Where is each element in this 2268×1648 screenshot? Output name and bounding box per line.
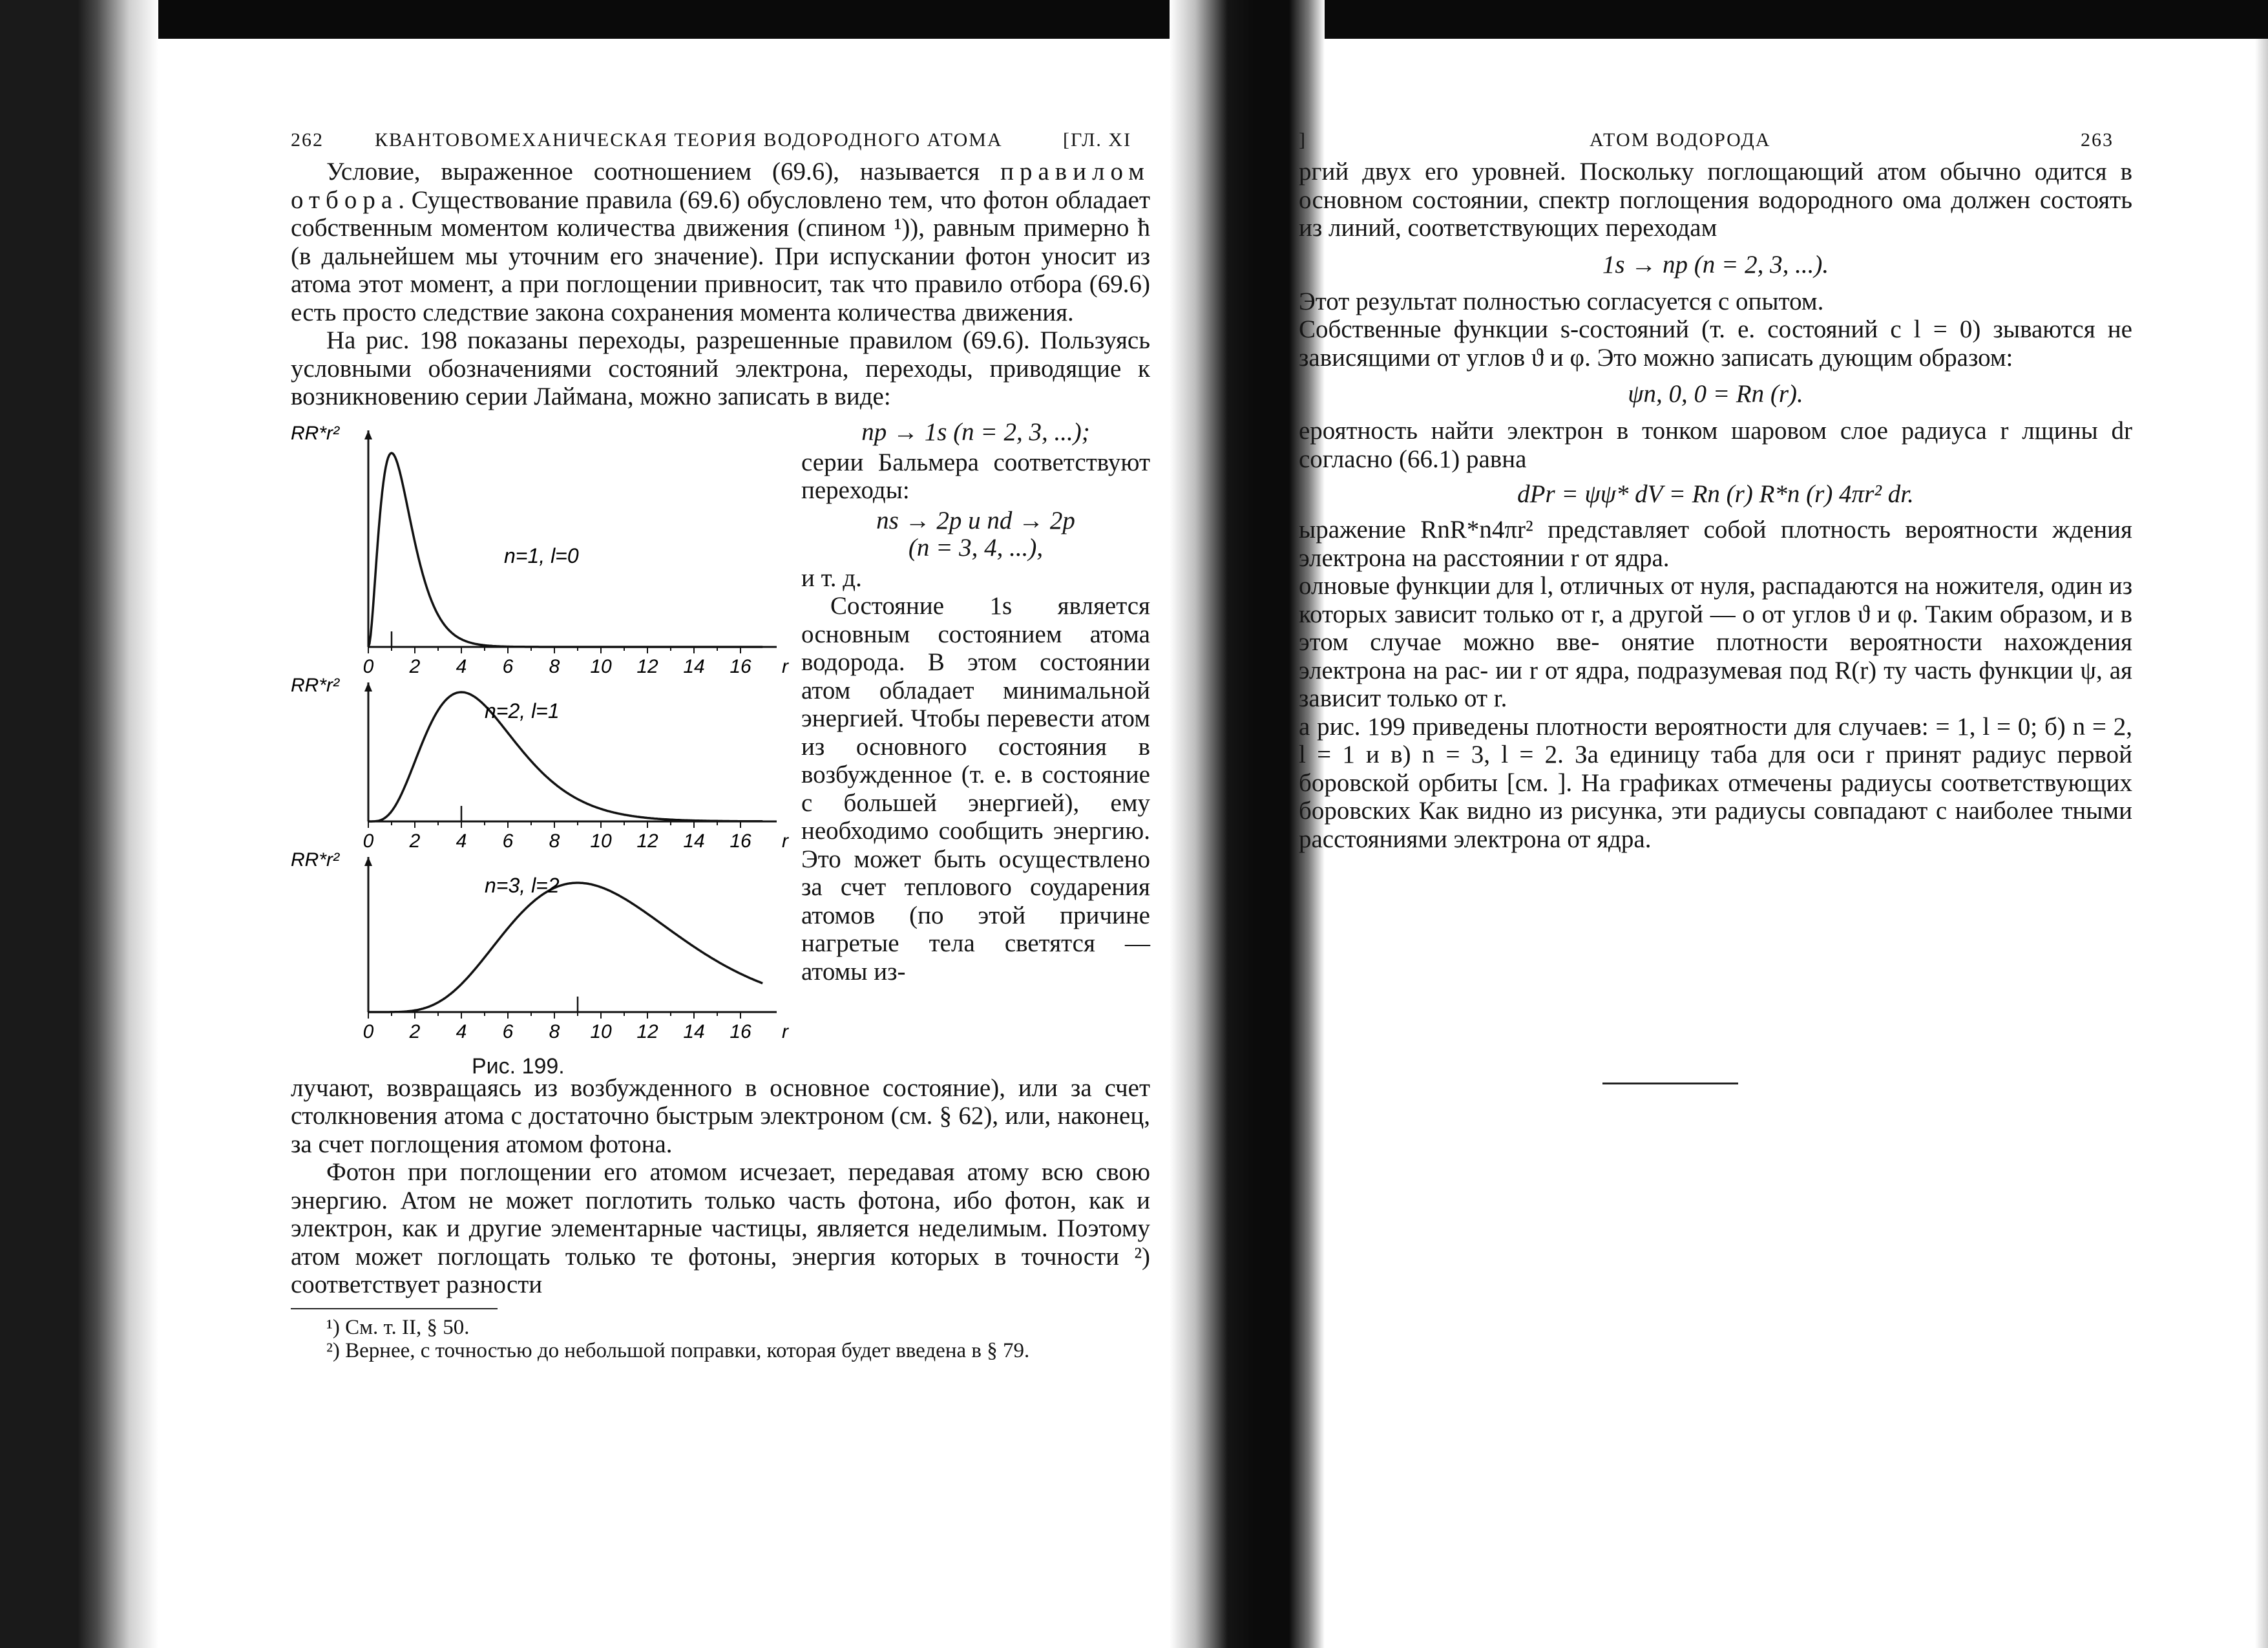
y-axis-label: RR*r² <box>291 849 339 871</box>
right-para-5: ыражение RnR*n4πr² представляет собой плотность вероятности ждения электрона на расстоянии r от ядра. <box>1299 516 2132 572</box>
x-tick-label: 8 <box>549 830 560 852</box>
psi-formula: ψn, 0, 0 = Rn (r). <box>1628 380 1803 408</box>
left-para-2: На рис. 198 показаны переходы, разрешенные правилом (69.6). Пользуясь условными обозначениями состояний электрона, переходы, приводящие к возникновению серии Лаймана, можно записать в виде: <box>291 326 1150 410</box>
x-tick-label: 12 <box>636 1020 658 1042</box>
book-left-edge <box>0 0 158 1648</box>
x-tick-label: 12 <box>636 830 658 852</box>
right-para-7: а рис. 199 приведены плотности вероятности для случаев: = 1, l = 0; б) n = 2, l = 1 и в) n = 3, l = 2. За единицу таба для оси r принят радиус первой боровской орбиты [см. ]. На графиках отмечены радиусы соответствующих боровских Как видно из рисунка, эти радиусы совпадают с наиболее тными расстояниями электрона от ядра. <box>1299 712 2132 853</box>
radial-density-figure <box>291 411 788 1070</box>
x-tick-label: 16 <box>730 655 751 677</box>
x-tick-label: 2 <box>409 1020 421 1042</box>
right-para-2: Этот результат полностью согласуется с опытом. <box>1299 287 1824 315</box>
density-curve <box>368 883 762 1012</box>
page-right-edge <box>2255 39 2268 1648</box>
y-axis-arrow <box>364 430 372 439</box>
probability-formula: dPr = ψψ* dV = Rn (r) R*n (r) 4πr² dr. <box>1517 480 1914 508</box>
x-tick-label: 6 <box>502 655 514 677</box>
footnote-rule <box>291 1308 498 1309</box>
x-tick-label: 10 <box>590 655 612 677</box>
right-page-number: 263 <box>2081 129 2114 151</box>
right-para-1: ргий двух его уровней. Поскольку поглощающий атом обычно одится в основном состоянии, спектр поглощения водородного ома должен состоять из линий, соответствующих переходам <box>1299 158 2132 242</box>
x-tick-label: 8 <box>549 1020 560 1042</box>
right-head-fragment: ] <box>1299 129 1307 151</box>
x-tick-label: 14 <box>683 830 705 852</box>
x-tick-label: 8 <box>549 655 560 677</box>
x-tick-label: 10 <box>590 830 612 852</box>
left-para-4: Фотон при поглощении его атомом исчезает, передавая атому всю свою энергию. Атом не может поглотить только часть фотона, ибо фотон, как и электрон, как и другие элементарные частицы, является неделимым. Поэтому атом может поглощать только те фотоны, энергия которых в точности ²) соответствует разности <box>291 1158 1150 1298</box>
balmer-formula-2: (n = 3, 4, ...), <box>908 533 1044 562</box>
x-tick-label: 16 <box>730 830 751 852</box>
x-tick-label: 2 <box>409 830 421 852</box>
balmer-text: серии Бальмера соответствуют переходы: <box>801 448 1150 504</box>
x-tick-label: 0 <box>362 1020 374 1042</box>
x-tick-label: 6 <box>502 830 514 852</box>
lyman-formula: np → 1s (n = 2, 3, ...); <box>861 417 1090 446</box>
right-para-3: Собственные функции s-состояний (т. е. состояний с l = 0) зываются не зависящими от углов ϑ и φ. Это можно записать дующим образом: <box>1299 315 2132 372</box>
x-tick-label: 16 <box>730 1020 751 1042</box>
y-axis-arrow <box>364 857 372 866</box>
y-axis-arrow <box>364 682 372 692</box>
etc-text: и т. д. <box>801 564 862 592</box>
x-tick-label: 4 <box>456 830 467 852</box>
density-curve <box>368 692 762 821</box>
x-tick-label: 10 <box>590 1020 612 1042</box>
x-tick-label: 4 <box>456 1020 467 1042</box>
x-tick-label: 14 <box>683 1020 705 1042</box>
x-tick-label: 0 <box>362 830 374 852</box>
y-axis-label: RR*r² <box>291 674 339 696</box>
x-tick-label: 4 <box>456 655 467 677</box>
x-tick-label: 12 <box>636 655 658 677</box>
right-page <box>1299 129 2132 853</box>
balmer-formula-1: ns → 2p и nd → 2p <box>876 506 1075 534</box>
selection-rule-term: правилом отбора <box>291 158 1150 214</box>
scan-top-shadow <box>0 0 2268 39</box>
right-para-6: олновые функции для l, отличных от нуля, распадаются на ножителя, один из которых зависит только от r, а другой — о от углов ϑ и φ. Таким образом, и в этом случае можно вве- онятие плотности вероятности нахождения электрона на рас- ии r от ядра, подразумевая под R(r) ту часть функции ψ, ая зависит только от r. <box>1299 572 2132 712</box>
end-rule <box>1602 1083 1738 1084</box>
absorption-formula: 1s → np (n = 2, 3, ...). <box>1602 250 1829 279</box>
x-axis-label: r <box>782 830 788 852</box>
left-page <box>291 129 1150 1362</box>
chapter-ref: [ГЛ. XI <box>1063 129 1132 151</box>
left-para-1 <box>291 158 1150 326</box>
ground-state-paragraph: Состояние 1s является основным состоянием атома водорода. В этом состоянии атом обладает минимальной энергией. Чтобы перевести атом из основного состояния в возбужденное (т. е. в состояние с большей энергией), ему необходимо сообщить энергию. Это может быть осуществлено за счет теплового соударения атомов (по этой причине нагретые тела светятся — атомы из- <box>801 592 1150 986</box>
panel-label: n=2, l=1 <box>485 699 560 723</box>
right-running-title: АТОМ ВОДОРОДА <box>1590 129 1771 151</box>
para1-text-a: Условие, выраженное соотношением (69.6), называется <box>326 158 1001 185</box>
figure-block <box>291 411 1150 1079</box>
left-running-head <box>291 129 1150 158</box>
panel-label: n=1, l=0 <box>504 544 579 567</box>
left-running-title: КВАНТОВОМЕХАНИЧЕСКАЯ ТЕОРИЯ ВОДОРОДНОГО АТОМА <box>375 129 1003 151</box>
panel-label: n=3, l=2 <box>485 873 560 897</box>
x-tick-label: 2 <box>409 655 421 677</box>
figure-side-column <box>801 411 1150 986</box>
footnote-2: ²) Вернее, с точностью до небольшой поправки, которая будет введена в § 79. <box>326 1338 1030 1362</box>
x-tick-label: 14 <box>683 655 705 677</box>
left-para-3-cont: лучают, возвращаясь из возбужденного в основное состояние), или за счет столкновения атома с достаточно быстрым электроном (см. § 62), или, наконец, за счет поглощения атомом фотона. <box>291 1073 1150 1158</box>
figure-caption: Рис. 199. <box>472 1053 565 1079</box>
para1-text-b: . Существование правила (69.6) обусловлено тем, что фотон обладает собственным моментом количества движения (спином ¹)), равным примерно ħ (в дальнейшем мы уточним его значение). При испускании фотон уносит из атома этот момент, а при поглощении привносит, так что правило отбора (69.6) есть просто следствие закона сохранения момента количества движения. <box>291 185 1150 326</box>
right-para-4: ероятность найти электрон в тонком шаровом слое радиуса r лщины dr согласно (66.1) равна <box>1299 417 2132 473</box>
right-running-head <box>1299 129 2132 158</box>
x-tick-label: 0 <box>362 655 374 677</box>
y-axis-label: RR*r² <box>291 422 339 444</box>
x-axis-label: r <box>782 1020 788 1042</box>
x-axis-label: r <box>782 655 788 677</box>
footnote-1: ¹) См. т. II, § 50. <box>326 1315 470 1339</box>
x-tick-label: 6 <box>502 1020 514 1042</box>
left-page-number: 262 <box>291 129 324 151</box>
